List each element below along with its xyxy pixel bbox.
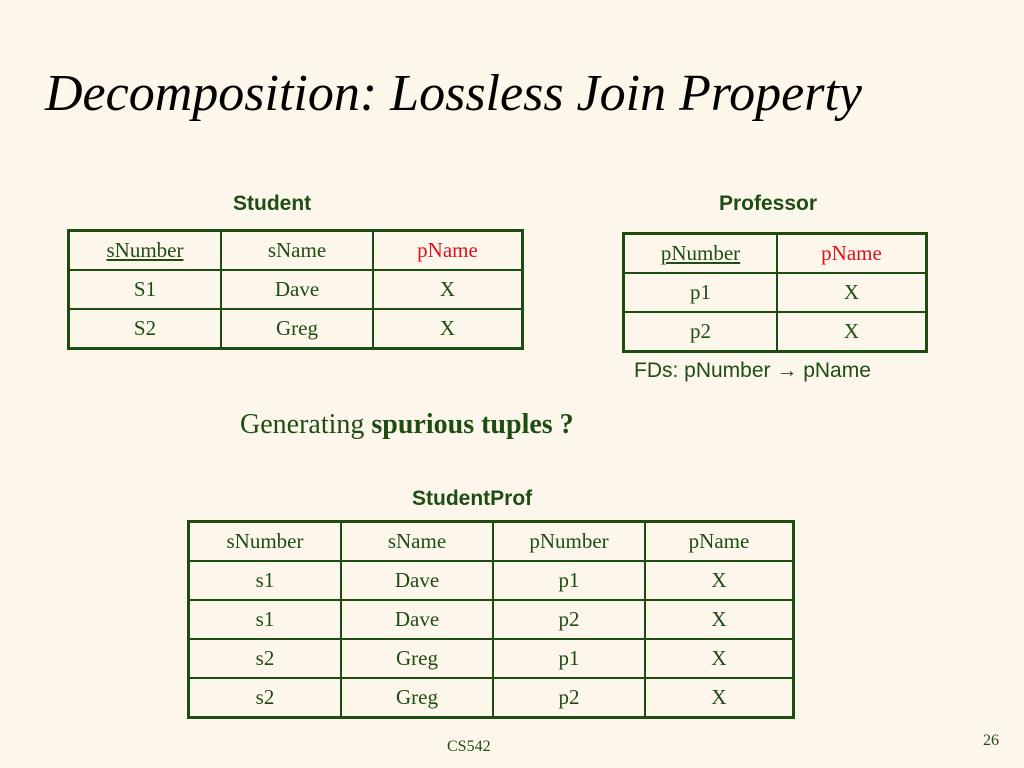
table-cell: s1 — [189, 600, 342, 639]
table-cell: X — [777, 312, 927, 352]
table-row — [624, 312, 927, 352]
table-cell: p2 — [493, 600, 645, 639]
table-cell: Dave — [221, 270, 373, 309]
table-cell: X — [645, 600, 794, 639]
table-cell: X — [645, 639, 794, 678]
table-cell: X — [645, 678, 794, 718]
table-cell: Greg — [341, 639, 493, 678]
column-header: sNumber — [69, 231, 222, 271]
table-cell: X — [373, 309, 523, 349]
table-cell: X — [777, 273, 927, 312]
table-row — [189, 678, 794, 718]
table-cell: Greg — [221, 309, 373, 349]
table-cell: S1 — [69, 270, 222, 309]
footer-course: CS542 — [447, 738, 491, 755]
page-number: 26 — [983, 732, 999, 749]
spurious-tuples-question — [240, 409, 574, 441]
column-header: pName — [777, 234, 927, 274]
table-cell: s2 — [189, 639, 342, 678]
table-cell: X — [373, 270, 523, 309]
table-cell: X — [645, 561, 794, 600]
column-header: pNumber — [624, 234, 778, 274]
question-prefix: Generating — [240, 409, 372, 440]
professor-caption: Professor — [719, 192, 818, 215]
table-cell: p1 — [493, 639, 645, 678]
column-header: pName — [645, 522, 794, 562]
column-header: sNumber — [189, 522, 342, 562]
table-row — [69, 309, 523, 349]
table-cell: p1 — [624, 273, 778, 312]
table-cell: p2 — [493, 678, 645, 718]
question-emphasis: spurious tuples ? — [371, 409, 574, 440]
table-cell: s1 — [189, 561, 342, 600]
table-cell: s2 — [189, 678, 342, 718]
table-row — [189, 561, 794, 600]
student-table — [67, 229, 524, 350]
studentprof-caption: StudentProf — [412, 487, 533, 510]
table-row — [624, 273, 927, 312]
slide-title: Decomposition: Lossless Join Property — [45, 65, 862, 122]
table-cell: Greg — [341, 678, 493, 718]
column-header: sName — [341, 522, 493, 562]
studentprof-table — [187, 520, 795, 719]
table-cell: Dave — [341, 600, 493, 639]
student-caption: Student — [233, 192, 312, 215]
table-cell: p1 — [493, 561, 645, 600]
table-row — [189, 600, 794, 639]
functional-dependency: FDs: pNumber → pName — [634, 359, 871, 382]
table-row — [189, 639, 794, 678]
table-cell: p2 — [624, 312, 778, 352]
table-cell: S2 — [69, 309, 222, 349]
table-cell: Dave — [341, 561, 493, 600]
professor-table — [622, 232, 928, 353]
column-header: sName — [221, 231, 373, 271]
table-row — [69, 270, 523, 309]
table-header-row — [69, 231, 523, 271]
column-header: pNumber — [493, 522, 645, 562]
table-header-row — [189, 522, 794, 562]
table-header-row — [624, 234, 927, 274]
column-header: pName — [373, 231, 523, 271]
